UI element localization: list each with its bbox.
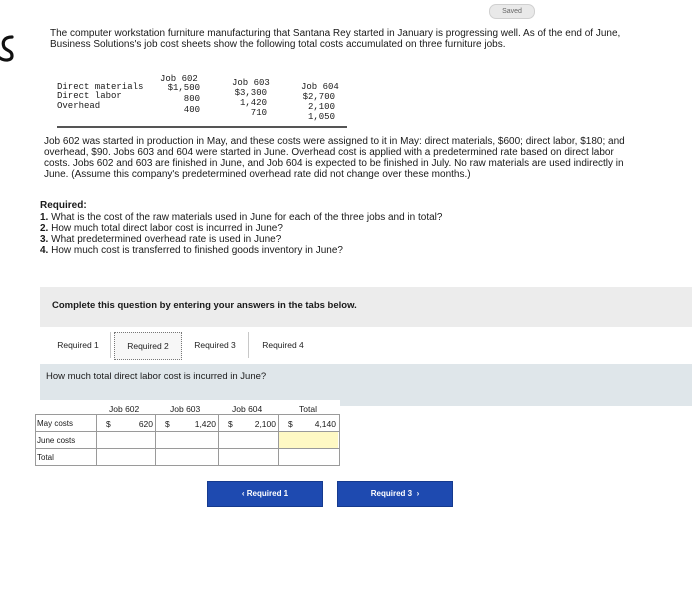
required-tabs	[40, 332, 460, 360]
may-dollar-total: $	[288, 419, 293, 429]
total-total-input[interactable]	[279, 449, 338, 465]
june-job-604-input[interactable]	[219, 432, 278, 448]
june-job-602-input[interactable]	[97, 432, 155, 448]
intro-line-2: Business Solutions's job cost sheets show the following total costs accumulated on three furniture jobs.	[50, 39, 506, 50]
prev-required-1-button[interactable]	[207, 481, 323, 507]
cost-table-bottom-rule	[57, 126, 347, 128]
cost-col-header-603: Job 603	[232, 78, 270, 88]
grid-line	[278, 414, 279, 465]
required-list	[40, 212, 442, 256]
cost-cell: 710	[250, 108, 267, 118]
saved-status-badge: Saved	[489, 4, 535, 19]
required-item	[40, 223, 442, 234]
grid-line	[96, 414, 97, 465]
required-item-text: How much cost is transferred to finished goods inventory in June?	[51, 245, 343, 256]
question-text: How much total direct labor cost is incurred in June?	[46, 371, 267, 382]
grid-row-label-total: Total	[37, 453, 54, 462]
required-item-num: 4.	[40, 245, 49, 256]
cost-cell: 2,100	[307, 102, 335, 112]
grid-line	[35, 465, 340, 466]
required-item-text: What predetermined overhead rate is used in June?	[51, 234, 282, 245]
may-job-604-value[interactable]: 2,100	[254, 419, 276, 429]
grid-header-job-603: Job 603	[170, 404, 201, 414]
job-description-paragraph	[44, 136, 688, 180]
job-cost-table	[57, 74, 347, 132]
cost-cell: 1,420	[239, 98, 267, 108]
cost-cell: 400	[183, 105, 200, 115]
required-heading: Required:	[40, 200, 87, 211]
tab-required-2[interactable]: Required 2	[114, 332, 182, 360]
may-total-value[interactable]: 4,140	[314, 419, 336, 429]
required-item-text: What is the cost of the raw materials used in June for each of the three jobs and in total?	[51, 212, 443, 223]
grid-header-total: Total	[299, 404, 317, 414]
grid-header-job-604: Job 604	[232, 404, 263, 414]
may-dollar-603: $	[165, 419, 170, 429]
instructions-text: Complete this question by entering your answers in the tabs below.	[52, 300, 357, 311]
total-job-603-input[interactable]	[156, 449, 218, 465]
grid-line	[155, 414, 156, 465]
grid-line	[35, 431, 340, 432]
may-dollar-602: $	[106, 419, 111, 429]
grid-row-label-may: May costs	[37, 419, 74, 428]
cost-row-label-labor: Direct labor	[57, 91, 122, 101]
grid-line	[339, 414, 340, 465]
cost-cell: $3,300	[234, 88, 267, 98]
required-item	[40, 245, 442, 256]
cost-row-label-materials: Direct materials	[57, 82, 144, 92]
required-item	[40, 212, 442, 223]
instructions-bar	[40, 287, 692, 327]
may-job-603-value[interactable]: 1,420	[194, 419, 216, 429]
june-total-input[interactable]	[279, 432, 338, 448]
next-required-3-button[interactable]	[337, 481, 453, 507]
grid-line	[35, 414, 36, 465]
grid-line	[218, 414, 219, 465]
intro-line-1: The computer workstation furniture manufacturing that Santana Rey started in January is progressing well. As of the end of June,	[50, 28, 621, 39]
chevron-left-icon: ‹	[241, 489, 245, 498]
required-item	[40, 234, 442, 245]
chevron-right-icon: ›	[414, 489, 420, 498]
cost-row-label-overhead: Overhead	[57, 101, 101, 111]
grid-line	[35, 414, 340, 415]
may-job-602-value[interactable]: 620	[138, 419, 153, 429]
cost-cell: $2,700	[302, 92, 335, 102]
required-item-text: How much total direct labor cost is incurred in June?	[51, 223, 283, 234]
tab-required-1[interactable]: Required 1	[46, 332, 111, 358]
cost-cell: $1,500	[167, 83, 200, 93]
next-button-label: Required 3	[370, 489, 413, 498]
required-item-num: 1.	[40, 212, 49, 223]
total-job-602-input[interactable]	[97, 449, 155, 465]
total-job-604-input[interactable]	[219, 449, 278, 465]
grid-row-label-june: June costs	[37, 436, 76, 445]
para-line-1: Job 602 was started in production in May, and these costs were assigned to it in May: direct materials, $600; direct labor, $180; and	[44, 136, 625, 147]
cost-cell: 1,050	[307, 112, 335, 122]
para-line-3: costs. Jobs 602 and 603 are finished in June, and Job 604 is expected to be finished in July. No raw materials are used indirectly in	[44, 158, 624, 169]
page-edge-mark-icon	[0, 34, 14, 62]
cost-cell: 800	[183, 94, 200, 104]
required-item-num: 3.	[40, 234, 49, 245]
intro-text	[50, 28, 680, 50]
required-item-num: 2.	[40, 223, 49, 234]
cost-col-header-604: Job 604	[301, 82, 339, 92]
prev-button-label: Required 1	[246, 489, 289, 498]
answer-grid	[35, 400, 340, 472]
tab-required-3[interactable]: Required 3	[182, 332, 249, 358]
para-line-4: June. (Assume this company's predetermined overhead rate did not change over these months.)	[44, 169, 471, 180]
cost-col-header-602: Job 602	[160, 74, 198, 84]
para-line-2: overhead, $90. Jobs 603 and 604 were started in June. Overhead cost is applied with a predetermined rate based on direct labor	[44, 147, 614, 158]
grid-line	[35, 448, 340, 449]
grid-header-job-602: Job 602	[109, 404, 140, 414]
june-job-603-input[interactable]	[156, 432, 218, 448]
may-dollar-604: $	[228, 419, 233, 429]
tab-required-4[interactable]: Required 4	[262, 340, 304, 350]
